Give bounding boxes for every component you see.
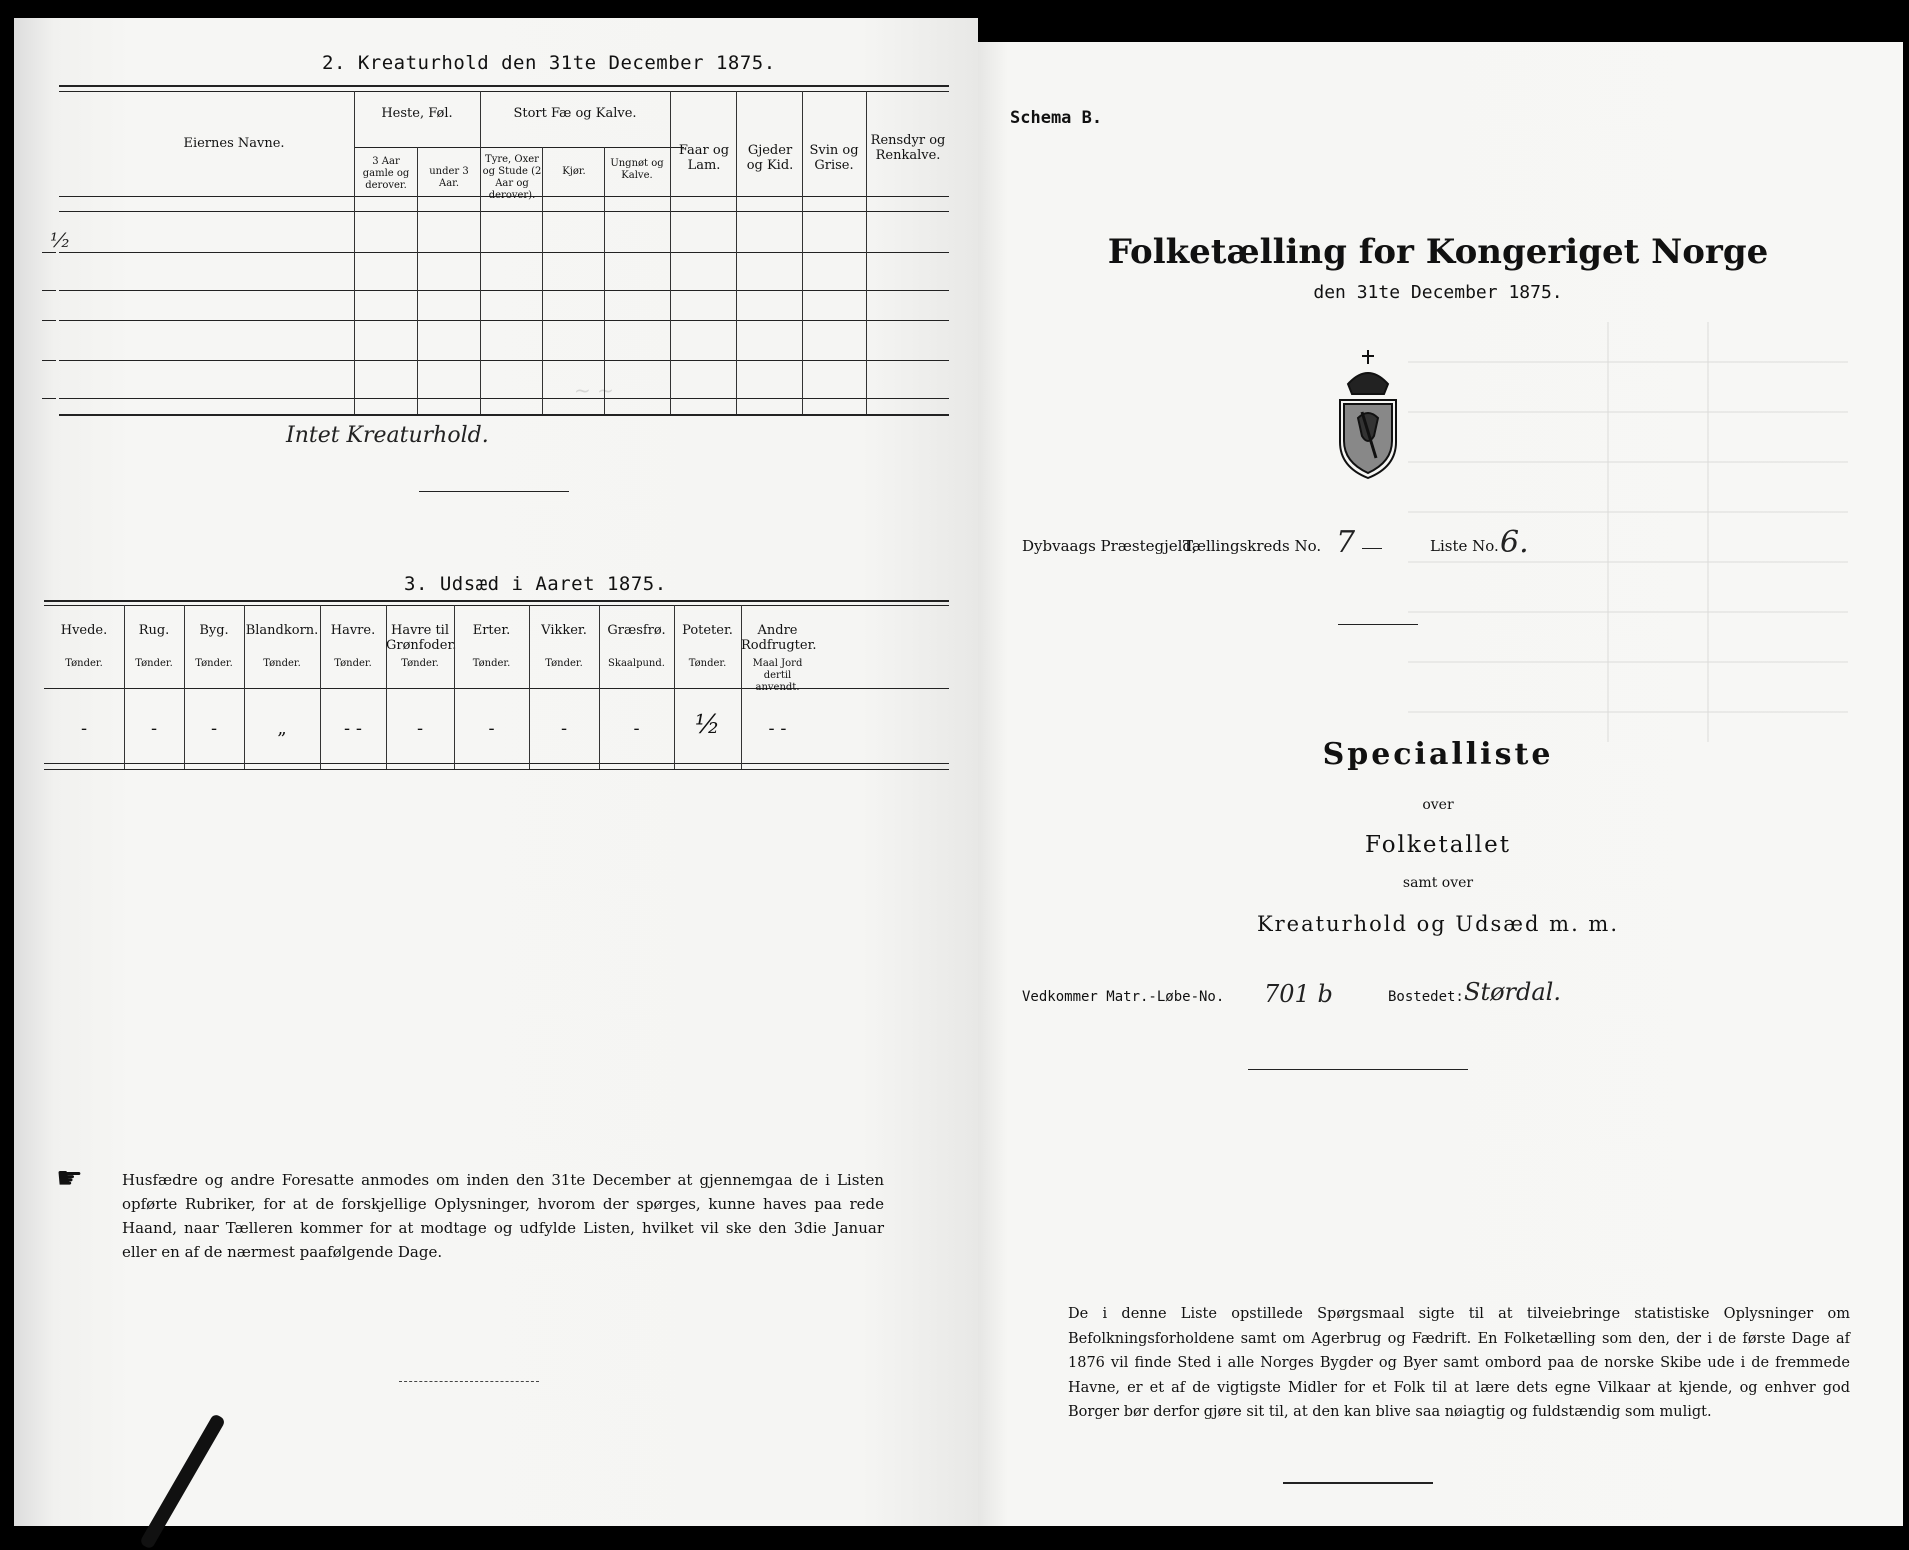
rule: [59, 211, 949, 212]
kreaturhold-line: Kreaturhold og Udsæd m. m.: [1256, 912, 1620, 936]
main-title: Folketælling for Kongeriget Norge: [1107, 232, 1769, 272]
udsaed-col-name: Havre til Grønfoder.: [386, 623, 457, 653]
separator: [1248, 1069, 1468, 1070]
pen-shadow: [139, 1413, 226, 1550]
col-line: [542, 147, 543, 414]
udsaed-col-unit: Tønder.: [401, 658, 439, 669]
udsaed-col-unit: Tønder.: [472, 658, 511, 669]
udsaed-col-unit: Tønder.: [135, 658, 173, 669]
sub-ungnot-header: Ungnøt og Kalve.: [610, 158, 664, 181]
col-line: [604, 147, 605, 414]
col-line: [802, 91, 803, 414]
bleed-through: ~ ~: [574, 378, 614, 402]
liste-value: 6.: [1500, 525, 1529, 560]
tick: [42, 360, 56, 361]
rule: [59, 414, 949, 416]
udsaed-value: -: [416, 718, 424, 739]
left-page: [14, 18, 978, 1526]
udsaed-value: -: [210, 718, 218, 739]
tick: [42, 398, 56, 399]
matr-label: Vedkommer Matr.-Løbe-No.: [1022, 989, 1225, 1005]
col-rensdyr-header: Rensdyr og Renkalve.: [870, 133, 946, 163]
matr-value: 701 b: [1264, 980, 1333, 1008]
bottom-paragraph: De i denne Liste opstillede Spørgsmaal sigte til at tilveiebringe statistiske Oplysninger om Befolkningsforholdene samt om Agerbrug og Fædrift. En Folketælling som den, der i de første Dage af 1876 vil finde Sted i alle Norges Bygder og Byer samt ombord paa de norske Skibe ude i de fremmede Havne, er et af de vigtigste Midler for et Folk til at lære dets egne Vilkaar at kjende, og enhver god Borger bør derfor gjøre sit til, at den kan blive saa nøiagtig og fuldstændig som muligt.: [1068, 1306, 1850, 1420]
col-line: [354, 91, 355, 414]
udsaed-col-unit: Tønder.: [195, 658, 233, 669]
udsaed-col-name: Græsfrø.: [607, 623, 666, 638]
sub-under3-header: under 3 Aar.: [429, 166, 469, 189]
col-line: [866, 91, 867, 414]
group-stortfae-header: Stort Fæ og Kalve.: [513, 106, 637, 121]
parish-label: Dybvaags Præstegjeld,: [1022, 537, 1197, 555]
sub-kjor-header: Kjør.: [562, 166, 586, 177]
udsaed-value: -: [633, 718, 640, 739]
udsaed-col-unit: Tønder.: [65, 658, 103, 669]
udsaed-value: -: [150, 718, 158, 739]
udsaed-col-name: Rug.: [138, 623, 170, 638]
udsaed-col-unit: Skaalpund.: [608, 658, 665, 669]
rule: [44, 605, 949, 606]
bosted-label: Bostedet:: [1388, 989, 1464, 1005]
udsaed-col-name: Vikker.: [541, 623, 587, 638]
specialliste-title: Specialliste: [1322, 737, 1554, 772]
separator: [1338, 624, 1418, 625]
coat-of-arms-icon: [1318, 342, 1418, 482]
col-line: [736, 91, 737, 414]
col-faar-header: Faar og Lam.: [678, 143, 730, 173]
section2-title: 2. Kreaturhold den 31te December 1875.: [322, 52, 776, 74]
rule: [59, 398, 949, 399]
udsaed-col-unit: Tønder.: [545, 658, 583, 669]
pointing-hand-icon: ☛: [56, 1161, 83, 1196]
handwritten-note: Intet Kreaturhold.: [286, 423, 489, 448]
udsaed-col-unit: Tønder.: [688, 658, 727, 669]
bleed-through: [1408, 322, 1848, 742]
rule: [59, 320, 949, 321]
sub-3aar-header: 3 Aar gamle og derover.: [362, 156, 410, 191]
rule: [59, 360, 949, 361]
rule: [44, 763, 949, 764]
sub-tyre-header: Tyre, Oxer og Stude (2 Aar og derover).: [482, 154, 542, 201]
bosted-value: Størdal.: [1464, 978, 1561, 1006]
udsaed-col-name: Andre Rodfrugter.: [741, 623, 817, 653]
col-owner-header: Eiernes Navne.: [183, 136, 285, 151]
kreds-value: 7: [1336, 525, 1356, 560]
udsaed-col-name: Blandkorn.: [245, 623, 319, 638]
separator: [1283, 1482, 1433, 1484]
udsaed-value: - -: [344, 718, 362, 739]
separator: [419, 491, 569, 492]
liste-label: Liste No.: [1430, 537, 1499, 555]
udsaed-col-name: Hvede.: [60, 623, 108, 638]
col-gjeder-header: Gjeder og Kid.: [746, 143, 794, 173]
udsaed-col-unit: Tønder.: [263, 658, 301, 669]
tick: [42, 252, 56, 253]
col-line: [417, 147, 418, 414]
udsaed-col-name: Erter.: [472, 623, 511, 638]
date-line: den 31te December 1875.: [1313, 282, 1563, 303]
udsaed-value: -: [488, 718, 495, 739]
samt-over-text: samt over: [1402, 875, 1474, 891]
separator: [399, 1381, 539, 1382]
tick: [42, 320, 56, 321]
schema-label: Schema B.: [1010, 108, 1103, 128]
kreds-label: Tællingskreds No.: [1183, 537, 1322, 555]
over-text: over: [1422, 797, 1454, 813]
udsaed-col-name: Poteter.: [682, 623, 733, 638]
section3-title: 3. Udsæd i Aaret 1875.: [404, 573, 667, 595]
udsaed-value: ½: [694, 710, 721, 740]
right-page: [978, 42, 1903, 1526]
col-line: [480, 91, 481, 414]
col-line: [670, 91, 671, 414]
udsaed-value: „: [277, 718, 287, 739]
dash: [1362, 548, 1382, 549]
udsaed-col-name: Byg.: [199, 623, 229, 638]
margin-mark: ⅟₂: [50, 228, 70, 252]
tick: [42, 290, 56, 291]
udsaed-value: -: [560, 718, 568, 739]
udsaed-col-unit: Maal Jord dertil anvendt.: [752, 658, 803, 693]
rule: [44, 769, 949, 770]
rule: [354, 147, 684, 148]
col-svin-header: Svin og Grise.: [809, 143, 859, 173]
group-heste-header: Heste, Føl.: [381, 106, 453, 121]
udsaed-col-name: Havre.: [330, 623, 376, 638]
rule: [59, 91, 949, 92]
folketallet-text: Folketallet: [1365, 832, 1511, 858]
rule: [44, 600, 949, 602]
footnote: Husfædre og andre Foresatte anmodes om inden den 31te December at gjennemgaa de i Listen opførte Rubriker, for at de forskjellige Oplysninger, hvorom der spørges, kunne haves paa rede Haand, naar Tælleren kommer for at modtage og udfylde Listen, hvilket vil ske den 3die Januar eller en af de nærmest paafølgende Dage.: [122, 1171, 884, 1261]
rule: [59, 85, 949, 87]
rule: [59, 252, 949, 253]
udsaed-value: -: [80, 718, 88, 739]
udsaed-value: - -: [768, 718, 787, 739]
rule: [59, 290, 949, 291]
udsaed-col-unit: Tønder.: [334, 658, 372, 669]
